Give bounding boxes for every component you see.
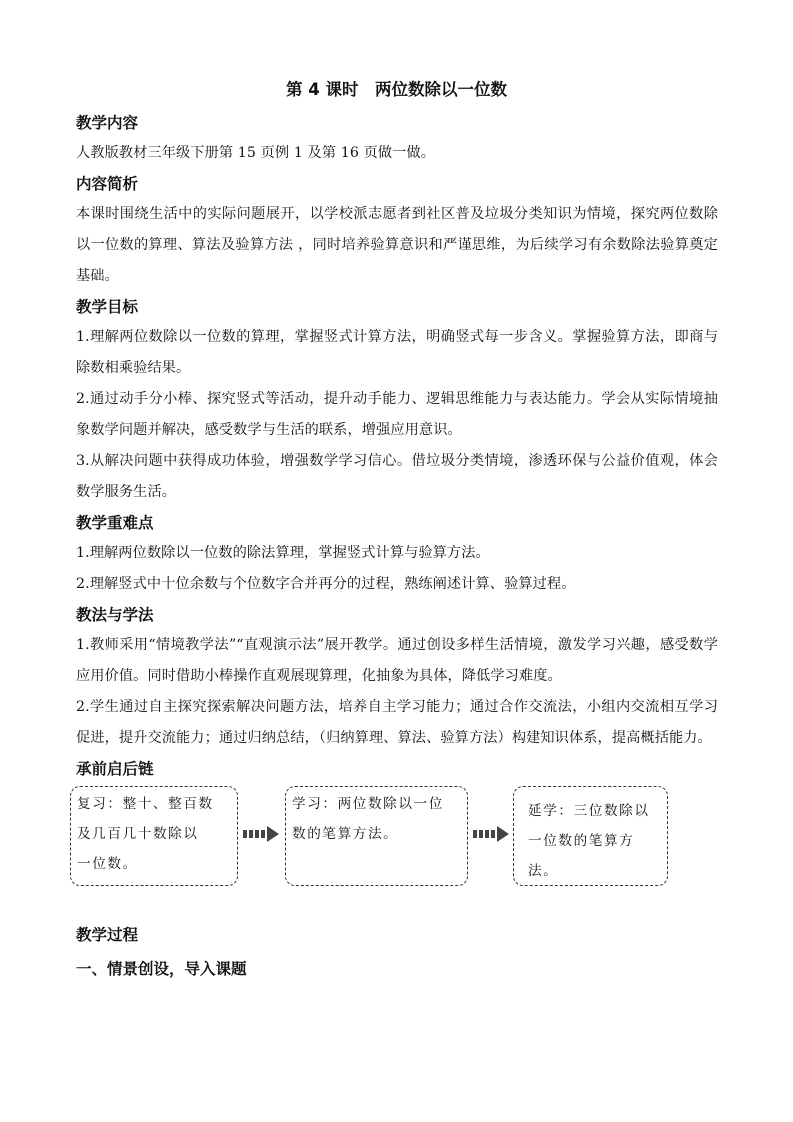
extend-box-line: 一位数的笔算方	[528, 833, 635, 849]
lesson-title: 第 4 课时 两位数除以一位数	[286, 80, 507, 99]
key-point-item-2: 2.理解竖式中十位余数与个位数字合并再分的过程，熟练阐述计算、验算过程。	[76, 576, 576, 592]
extend-box-line: 法。	[528, 863, 559, 879]
heading-teaching-goals: 教学目标	[76, 298, 139, 316]
learn-box-line: 数的笔算方法。	[292, 826, 399, 842]
goal-item-2: 2.通过动手分小棒、探究竖式等活动，提升动手能力、逻辑思维能力与表达能力。学会从实际情境抽象数学问题并解决，感受数学与生活的联系，增强应用意识。	[76, 391, 718, 438]
goal-item-1: 1.理解两位数除以一位数的算理，掌握竖式计算方法，明确竖式每一步含义。掌握验算方法，即商与除数相乘验结果。	[76, 329, 718, 376]
review-box-line: 一位数。	[77, 856, 138, 872]
goal-item-3: 3.从解决问题中获得成功体验，增强数学学习信心。借垃圾分类情境，渗透环保与公益价值观，体会数学服务生活。	[76, 453, 718, 500]
link-flow-diagram	[76, 786, 718, 920]
heading-key-points: 教学重难点	[76, 514, 154, 532]
heading-methods: 教法与学法	[76, 606, 154, 624]
dotted-right-arrow-icon	[242, 826, 282, 842]
dotted-right-arrow-icon	[472, 826, 512, 842]
document-body	[76, 108, 718, 984]
extend-box-line: 延学：三位数除以	[528, 803, 650, 819]
subheading-scenario-intro: 一、情景创设，导入课题	[76, 960, 247, 978]
learn-box-line: 学习：两位数除以一位	[292, 796, 444, 812]
method-item-1: 1.教师采用“情境教学法”“直观演示法”展开教学。通过创设多样生活情境，激发学习兴趣，感受数学应用价值。同时借助小棒操作直观展现算理，化抽象为具体，降低学习难度。	[76, 637, 718, 684]
heading-teaching-process: 教学过程	[76, 926, 139, 944]
review-box	[70, 786, 238, 886]
content-analysis-text: 本课时围绕生活中的实际问题展开，以学校派志愿者到社区普及垃圾分类知识为情境，探究两位数除以一位数的算理、算法及验算方法 ，同时培养验算意识和严谨思维，为后续学习有余数除法验算奠定基础。	[76, 206, 718, 284]
teaching-content-text: 人教版教材三年级下册第 15 页例 1 及第 16 页做一做。	[76, 145, 436, 161]
key-point-item-1: 1.理解两位数除以一位数的除法算理，掌握竖式计算与验算方法。	[76, 545, 490, 561]
review-box-line: 复习：整十、整百数	[77, 796, 214, 812]
review-box-line: 及几百几十数除以	[77, 826, 199, 842]
learn-box	[285, 786, 468, 886]
extend-box	[513, 786, 668, 886]
method-item-2: 2.学生通过自主探究探索解决问题方法，培养自主学习能力；通过合作交流法，小组内交流相互学习促进，提升交流能力；通过归纳总结，（归纳算理、算法、验算方法）构建知识体系，提高概括能力。	[76, 699, 718, 746]
heading-content-analysis: 内容简析	[76, 175, 139, 193]
heading-teaching-content: 教学内容	[76, 114, 139, 132]
heading-link-chain: 承前启后链	[76, 760, 154, 778]
